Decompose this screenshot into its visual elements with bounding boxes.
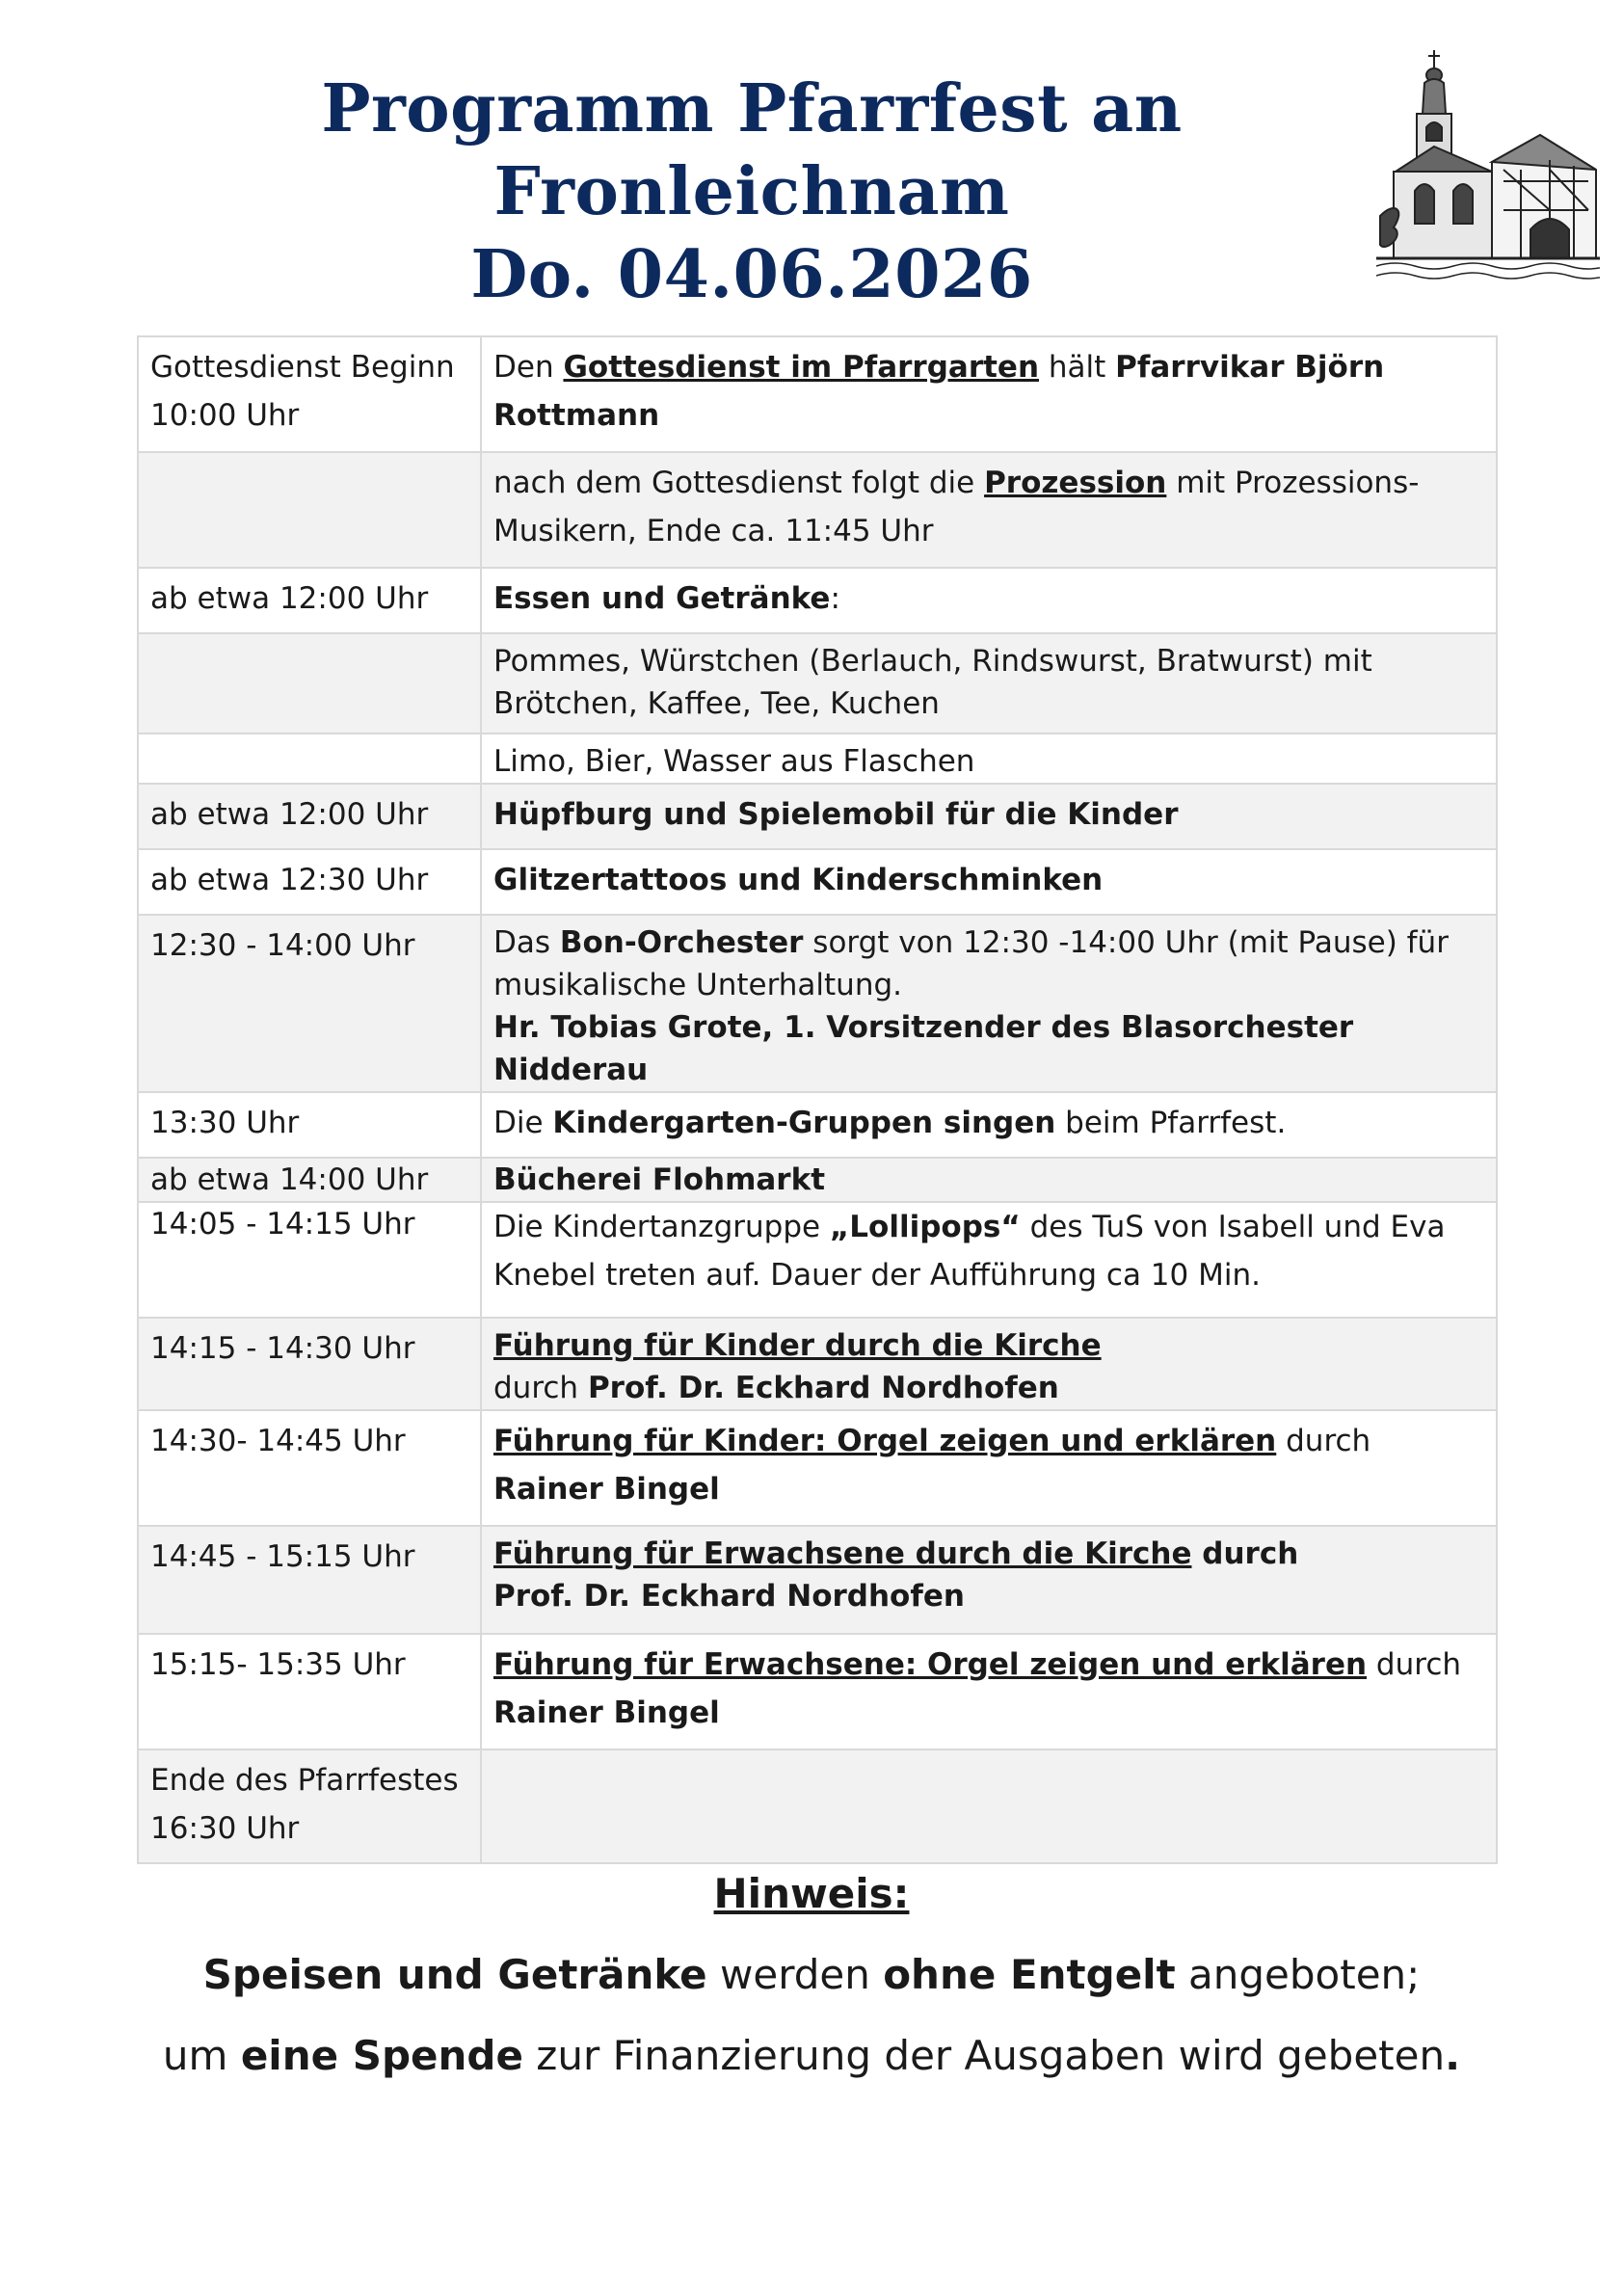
program-table [137,335,1498,1864]
time-cell [138,1634,481,1749]
title-line-3: Do. 04.06.2026 [470,236,1033,313]
description-line [493,790,1484,839]
time-cell [138,784,481,849]
bold-text: Prof. Dr. Eckhard Nordhofen [587,1371,1059,1405]
time-text: ab etwa 12:30 Uhr [150,863,429,897]
description-line [493,1324,1484,1367]
time-text: Ende des Pfarrfestes [150,1763,459,1798]
time-text: 12:30 - 14:00 Uhr [150,928,415,963]
text: nach dem Gottesdienst folgt die [493,466,985,500]
title-line-1: Programm Pfarrfest an [321,70,1183,147]
time-cell [138,1092,481,1158]
text: durch [1276,1424,1371,1458]
description-cell [481,1410,1497,1526]
bold-text: Kindergarten-Gruppen singen [552,1106,1056,1140]
text: werden [706,1951,884,1998]
text: beim Pfarrfest. [1055,1106,1287,1140]
description-line [493,1533,1484,1575]
time-text: 14:45 - 15:15 Uhr [150,1539,415,1574]
time-text: 10:00 Uhr [150,398,300,433]
time-text: Gottesdienst Beginn [150,350,455,385]
text: zur Finanzierung der Ausgaben wird gebeten [522,2032,1446,2079]
text: Musikern, Ende ca. 11:45 Uhr [493,514,934,548]
text: um [162,2032,241,2079]
time-cell [138,1202,481,1318]
bold-text: Bücherei Flohmarkt [493,1162,826,1197]
description-line [493,1251,1484,1299]
description-line [493,574,1484,623]
time-text: 14:15 - 14:30 Uhr [150,1331,415,1366]
description-line [493,740,1484,783]
description-line [493,343,1484,440]
bold-text: Pfarrvikar Björn Rottmann [493,350,1385,433]
time-cell [138,849,481,915]
table-row [138,1092,1497,1158]
time-cell [138,1158,481,1202]
time-text: 13:30 Uhr [150,1106,300,1140]
table-row [138,452,1497,568]
table-row [138,1526,1497,1634]
bold-text: Hüpfburg und Spielemobil für die Kinder [493,797,1179,832]
bold-text: ohne Entgelt [883,1951,1176,1998]
bold-text: Rainer Bingel [493,1695,720,1730]
description-line [493,682,1484,725]
table-row [138,336,1497,452]
table-row [138,784,1497,849]
text: des TuS von Isabell und Eva [1020,1210,1446,1244]
bold-text: Rainer Bingel [493,1472,720,1507]
description-cell [481,734,1497,784]
time-cell [138,1318,481,1410]
description-cell [481,336,1497,452]
bold-text: . [1445,2032,1461,2079]
table-row [138,1202,1497,1318]
bold-text: Bon-Orchester [559,925,804,960]
time-text: 15:15- 15:35 Uhr [150,1647,406,1682]
text: durch [1367,1647,1462,1682]
table-row [138,1318,1497,1410]
description-cell [481,568,1497,633]
time-cell [138,1749,481,1863]
table-row [138,734,1497,784]
time-text: ab etwa 12:00 Uhr [150,581,429,616]
text: Den [493,350,564,385]
time-cell [138,734,481,784]
table-row [138,915,1497,1092]
description-line [493,1575,1484,1617]
underlined-bold-text: Führung für Erwachsene: Orgel zeigen und erklären [493,1647,1368,1682]
table-row [138,1749,1497,1863]
text: angeboten; [1175,1951,1421,1998]
text: sorgt von 12:30 -14:00 Uhr (mit Pause) für [803,925,1449,960]
description-line [493,1099,1484,1147]
title-line-2: Fronleichnam [493,153,1010,230]
church-illustration [1376,46,1600,289]
description-cell [481,1318,1497,1410]
time-cell [138,1410,481,1526]
description-line [493,921,1484,964]
description-cell [481,1158,1497,1202]
description-line [493,856,1484,904]
time-cell [138,452,481,568]
description-cell [481,1092,1497,1158]
time-text: 16:30 Uhr [150,1811,300,1846]
underlined-bold-text: Führung für Kinder: Orgel zeigen und erklären [493,1424,1277,1458]
note-line-1 [0,1951,1623,1998]
description-line [493,640,1484,682]
description-cell [481,784,1497,849]
time-cell [138,633,481,734]
description-cell [481,1202,1497,1318]
description-line [493,1367,1484,1409]
description-cell [481,849,1497,915]
bold-text: eine Spende [240,2032,523,2079]
time-text: 14:05 - 14:15 Uhr [150,1207,415,1241]
time-cell [138,336,481,452]
description-line [493,1689,1484,1737]
text: musikalische Unterhaltung. [493,968,903,1002]
page-title [154,67,1349,316]
table-row [138,633,1497,734]
description-line [493,964,1484,1006]
bold-text: Prof. Dr. Eckhard Nordhofen [493,1579,965,1614]
description-cell [481,1634,1497,1749]
description-line [493,459,1484,507]
time-text: 14:30- 14:45 Uhr [150,1424,406,1458]
bold-text: Speisen und Getränke [202,1951,707,1998]
table-row [138,1634,1497,1749]
bold-text: Hr. Tobias Grote, 1. Vorsitzender des Blasorchester Nidderau [493,1010,1354,1087]
description-cell [481,452,1497,568]
text: Knebel treten auf. Dauer der Aufführung ca 10 Min. [493,1258,1261,1293]
description-cell [481,915,1497,1092]
table-row [138,1158,1497,1202]
text: Pommes, Würstchen (Berlauch, Rindswurst, Bratwurst) mit [493,644,1372,679]
table-row [138,1410,1497,1526]
description-line [493,1641,1484,1689]
description-line [493,1203,1484,1251]
text: Das [493,925,560,960]
text: Brötchen, Kaffee, Tee, Kuchen [493,686,940,721]
underlined-bold-text: Führung für Kinder durch die Kirche [493,1328,1102,1363]
description-cell [481,1749,1497,1863]
text: : [830,581,840,616]
time-text: ab etwa 12:00 Uhr [150,797,429,832]
time-cell [138,1526,481,1634]
text: Die Kindertanzgruppe [493,1210,830,1244]
description-cell [481,633,1497,734]
program-body [138,336,1497,1863]
text: durch [493,1371,588,1405]
time-text: ab etwa 14:00 Uhr [150,1162,429,1197]
description-line [493,1417,1484,1465]
description-line [493,1006,1484,1091]
table-row [138,568,1497,633]
bold-text: „Lollipops“ [829,1210,1021,1244]
text: hält [1039,350,1116,385]
description-line [493,1465,1484,1513]
note-heading: Hinweis: [713,1870,910,1917]
table-row [138,849,1497,915]
bold-text: Essen und Getränke [493,581,831,616]
underlined-bold-text: Prozession [984,466,1167,500]
underlined-bold-text: Gottesdienst im Pfarrgarten [563,350,1040,385]
underlined-bold-text: Führung für Erwachsene durch die Kirche [493,1536,1192,1571]
bold-text: durch [1191,1536,1299,1571]
description-line [493,1159,1484,1201]
description-line [493,507,1484,555]
note-line-2 [0,2032,1623,2079]
time-cell [138,915,481,1092]
description-cell [481,1526,1497,1634]
text: mit Prozessions- [1166,466,1420,500]
text: Die [493,1106,553,1140]
bold-text: Glitzertattoos und Kinderschminken [493,863,1104,897]
text: Limo, Bier, Wasser aus Flaschen [493,744,975,779]
time-cell [138,568,481,633]
